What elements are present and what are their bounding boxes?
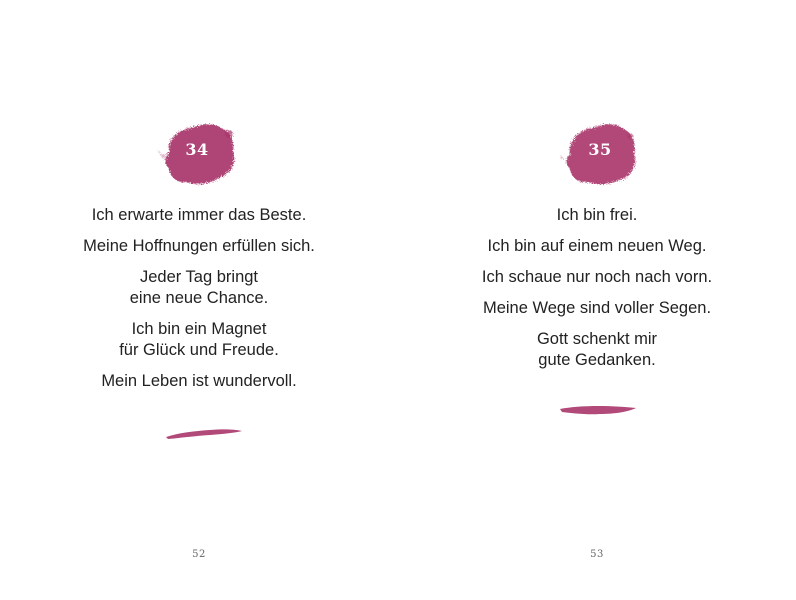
affirmation-list (398, 205, 796, 381)
affirmation-line: Ich bin frei. (556, 206, 638, 224)
affirmation-list (0, 205, 398, 402)
affirmation (398, 329, 796, 371)
brush-stroke-icon (164, 426, 244, 440)
affirmation-line: Gott schenkt mir (536, 330, 658, 348)
affirmation (0, 205, 398, 226)
affirmation-line: eine neue Chance. (129, 289, 269, 307)
affirmation-line: Ich schaue nur noch nach vorn. (481, 268, 713, 286)
affirmation-line: Meine Hoffnungen erfüllen sich. (83, 237, 315, 255)
affirmation-line: Mein Leben ist wundervoll. (101, 372, 297, 390)
affirmation (0, 267, 398, 309)
affirmation-line: gute Gedanken. (538, 351, 656, 369)
affirmation-line: Meine Wege sind voller Segen. (482, 299, 712, 317)
affirmation-line: Ich bin ein Magnet (131, 320, 267, 338)
page-number: 52 (192, 549, 206, 560)
entry-number: 35 (588, 140, 612, 159)
affirmation (398, 236, 796, 257)
affirmation (398, 205, 796, 226)
affirmation-line: Jeder Tag bringt (139, 268, 259, 286)
affirmation (0, 236, 398, 257)
affirmation (0, 319, 398, 361)
affirmation-line: Ich bin auf einem neuen Weg. (487, 237, 707, 255)
entry-number-badge (147, 118, 247, 192)
affirmation-line: für Glück und Freude. (119, 341, 279, 359)
right-page (398, 0, 796, 600)
entry-number: 34 (185, 140, 209, 159)
affirmation (0, 371, 398, 392)
page-number: 53 (590, 549, 604, 560)
entry-number-badge (550, 118, 650, 192)
brush-stroke-icon (558, 403, 638, 417)
affirmation (398, 267, 796, 288)
affirmation-line: Ich erwarte immer das Beste. (91, 206, 307, 224)
affirmation (398, 298, 796, 319)
